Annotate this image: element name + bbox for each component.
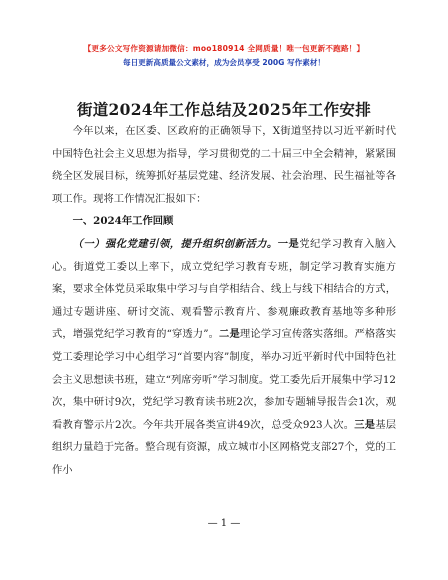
item-1-heading: （一）强化党建引领，提升组织创新活力。 (72, 237, 278, 250)
document-body (52, 120, 396, 482)
item-1-lead-2: 二是 (219, 328, 240, 341)
document-title: 街道2024年工作总结及2025年工作安排 (76, 100, 372, 119)
item-1-paragraph (52, 233, 396, 482)
item-1-text-3: 基层组织力量趋于完备。整合现有资源，成立城市小区网格党支部27个，党的工作小 (52, 418, 397, 476)
intro-paragraph: 今年以来，在区委、区政府的正确领导下，X街道坚持以习近平新时代中国特色社会主义思想为指导，学习贯彻党的二十届三中全会精神，紧紧围绕全区发展目标，统筹抓好基层党建、经济发展、社会治理、民生福祉等各项工作。现将工作情况汇报如下： (52, 125, 396, 205)
item-1-text-2: 理论学习宣传落实落细。严格落实党工委理论学习中心组学习“首要内容”制度，举办习近平新时代中国特色社会主义思想读书班，建立“列席旁听”学习制度。党工委先后开展集中学习12次，集中研讨9次，党纪学习教育读书班2次，参加专题辅导报告会1次，观看教育警示片2次。今年共开展各类宣讲49次，总受众923人次。 (52, 328, 397, 431)
promo-banner-line-1: 【更多公文写作资源请加微信：moo180914 全网质量！唯一包更新不跑路！】 (83, 44, 365, 53)
section-heading-1: 一、2024年工作回顾 (72, 215, 174, 228)
item-1-lead-1: 一是 (277, 237, 300, 250)
item-1-text-1: 党纪学习教育入脑入心。街道党工委以上率下，成立党纪学习教育专班，制定学习教育实施方案，要求全体党员采取集中学习与自学相结合、线上与线下相结合的方式，通过专题讲座、研讨交流、观看警示教育片、参观廉政教育基地等多种形式，增强党纪学习教育的“穿透力”。 (52, 237, 396, 341)
page-number: — 1 — (207, 518, 241, 529)
item-1-lead-3: 三是 (354, 418, 376, 431)
promo-banner-line-2: 每日更新高质量公文素材，成为会员享受 200G 写作素材！ (122, 58, 326, 67)
